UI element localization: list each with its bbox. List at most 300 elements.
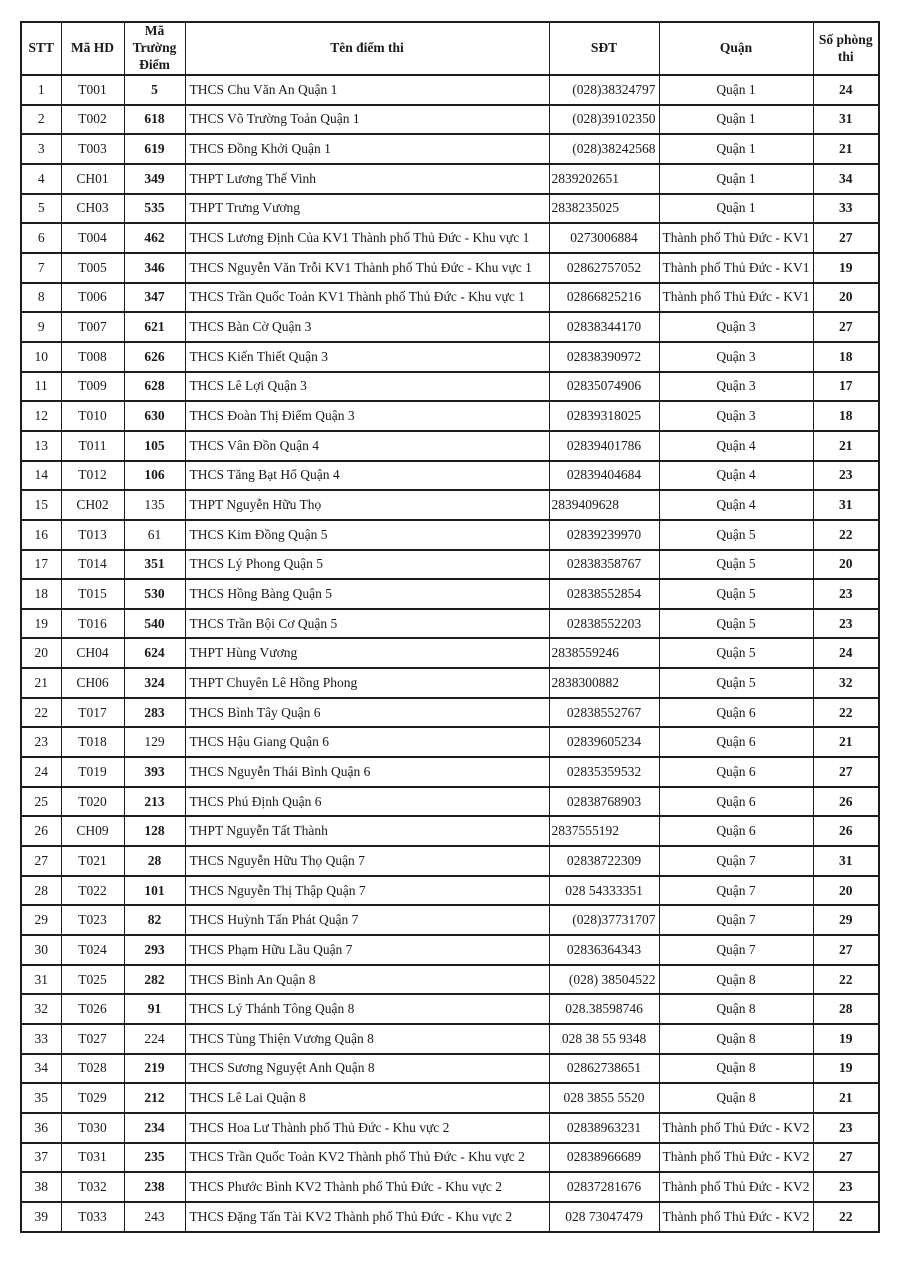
cell-ten-diem-thi: THCS Huỳnh Tấn Phát Quận 7: [185, 905, 549, 935]
cell-ma-hd: T027: [61, 1024, 124, 1054]
cell-so-phong-thi: 31: [813, 105, 879, 135]
table-row: [21, 1172, 879, 1202]
header-quan: Quận: [659, 22, 813, 75]
cell-stt: 31: [21, 965, 61, 995]
cell-quan: Quận 5: [659, 638, 813, 668]
cell-stt: 7: [21, 253, 61, 283]
cell-ten-diem-thi: THCS Trần Bội Cơ Quận 5: [185, 609, 549, 639]
cell-ma-hd: T002: [61, 105, 124, 135]
cell-ten-diem-thi: THCS Hoa Lư Thành phố Thủ Đức - Khu vực 2: [185, 1113, 549, 1143]
cell-sdt: 028 3855 5520: [549, 1083, 659, 1113]
cell-sdt: 02836364343: [549, 935, 659, 965]
cell-ma-hd: T025: [61, 965, 124, 995]
cell-sdt: 02839239970: [549, 520, 659, 550]
cell-ten-diem-thi: THCS Tăng Bạt Hổ Quận 4: [185, 461, 549, 491]
cell-sdt: 02839404684: [549, 461, 659, 491]
cell-sdt: (028)38242568: [549, 134, 659, 164]
cell-quan: Quận 6: [659, 757, 813, 787]
table-row: [21, 965, 879, 995]
cell-ma-truong-diem: 234: [124, 1113, 185, 1143]
cell-stt: 4: [21, 164, 61, 194]
cell-ma-truong-diem: 243: [124, 1202, 185, 1232]
cell-ten-diem-thi: THCS Kim Đồng Quận 5: [185, 520, 549, 550]
table-row: [21, 105, 879, 135]
cell-ma-truong-diem: 619: [124, 134, 185, 164]
cell-quan: Quận 1: [659, 134, 813, 164]
cell-ma-hd: T031: [61, 1143, 124, 1173]
table-row: [21, 431, 879, 461]
cell-quan: Quận 1: [659, 164, 813, 194]
cell-so-phong-thi: 23: [813, 1172, 879, 1202]
cell-ten-diem-thi: THCS Tùng Thiện Vương Quận 8: [185, 1024, 549, 1054]
cell-sdt: 02839605234: [549, 727, 659, 757]
cell-quan: Quận 6: [659, 787, 813, 817]
cell-ten-diem-thi: THCS Nguyễn Văn Trỗi KV1 Thành phố Thủ Đức - Khu vực 1: [185, 253, 549, 283]
cell-ten-diem-thi: THPT Chuyên Lê Hồng Phong: [185, 668, 549, 698]
table-row: [21, 935, 879, 965]
cell-stt: 11: [21, 372, 61, 402]
cell-sdt: 2839409628: [549, 490, 659, 520]
cell-stt: 6: [21, 223, 61, 253]
cell-ma-hd: T021: [61, 846, 124, 876]
cell-ma-hd: CH03: [61, 194, 124, 224]
cell-ten-diem-thi: THCS Hậu Giang Quận 6: [185, 727, 549, 757]
cell-ma-hd: T003: [61, 134, 124, 164]
cell-quan: Quận 3: [659, 372, 813, 402]
header-ten-diem-thi: Tên điểm thi: [185, 22, 549, 75]
table-row: [21, 312, 879, 342]
cell-ten-diem-thi: THCS Lý Phong Quận 5: [185, 550, 549, 580]
cell-ma-truong-diem: 224: [124, 1024, 185, 1054]
cell-stt: 33: [21, 1024, 61, 1054]
cell-so-phong-thi: 18: [813, 401, 879, 431]
table-header-row: [21, 22, 879, 75]
cell-ten-diem-thi: THCS Trần Quốc Toản KV1 Thành phố Thủ Đức - Khu vực 1: [185, 283, 549, 313]
cell-stt: 22: [21, 698, 61, 728]
table-row: [21, 134, 879, 164]
cell-ma-truong-diem: 628: [124, 372, 185, 402]
cell-quan: Quận 5: [659, 668, 813, 698]
table-row: [21, 1143, 879, 1173]
cell-ma-truong-diem: 618: [124, 105, 185, 135]
cell-ten-diem-thi: THCS Nguyễn Hữu Thọ Quận 7: [185, 846, 549, 876]
cell-ma-truong-diem: 219: [124, 1054, 185, 1084]
cell-ma-hd: T014: [61, 550, 124, 580]
cell-ma-hd: T009: [61, 372, 124, 402]
cell-so-phong-thi: 31: [813, 490, 879, 520]
cell-stt: 28: [21, 876, 61, 906]
cell-sdt: 02838552203: [549, 609, 659, 639]
cell-ten-diem-thi: THCS Lê Lợi Quận 3: [185, 372, 549, 402]
table-row: [21, 638, 879, 668]
cell-so-phong-thi: 26: [813, 816, 879, 846]
cell-sdt: 028 73047479: [549, 1202, 659, 1232]
cell-so-phong-thi: 22: [813, 1202, 879, 1232]
cell-ma-truong-diem: 535: [124, 194, 185, 224]
cell-stt: 2: [21, 105, 61, 135]
table-row: [21, 698, 879, 728]
cell-quan: Thành phố Thủ Đức - KV1: [659, 253, 813, 283]
cell-stt: 9: [21, 312, 61, 342]
cell-sdt: 02838963231: [549, 1113, 659, 1143]
cell-quan: Quận 4: [659, 461, 813, 491]
cell-so-phong-thi: 19: [813, 1054, 879, 1084]
cell-stt: 5: [21, 194, 61, 224]
cell-stt: 23: [21, 727, 61, 757]
cell-stt: 26: [21, 816, 61, 846]
cell-stt: 3: [21, 134, 61, 164]
cell-ten-diem-thi: THCS Nguyễn Thị Thập Quận 7: [185, 876, 549, 906]
cell-ma-hd: T004: [61, 223, 124, 253]
table-row: [21, 164, 879, 194]
table-row: [21, 579, 879, 609]
cell-sdt: 02838552767: [549, 698, 659, 728]
cell-ma-truong-diem: 630: [124, 401, 185, 431]
cell-so-phong-thi: 27: [813, 757, 879, 787]
cell-ma-hd: T023: [61, 905, 124, 935]
cell-ma-hd: CH01: [61, 164, 124, 194]
table-row: [21, 876, 879, 906]
header-stt: STT: [21, 22, 61, 75]
cell-ma-hd: T001: [61, 75, 124, 105]
cell-quan: Quận 3: [659, 342, 813, 372]
cell-stt: 35: [21, 1083, 61, 1113]
cell-sdt: 02838358767: [549, 550, 659, 580]
cell-quan: Quận 7: [659, 876, 813, 906]
cell-ma-truong-diem: 282: [124, 965, 185, 995]
cell-so-phong-thi: 20: [813, 550, 879, 580]
cell-ma-truong-diem: 349: [124, 164, 185, 194]
cell-sdt: 0273006884: [549, 223, 659, 253]
cell-sdt: (028)37731707: [549, 905, 659, 935]
cell-stt: 32: [21, 994, 61, 1024]
cell-sdt: (028) 38504522: [549, 965, 659, 995]
cell-ten-diem-thi: THCS Đặng Tấn Tài KV2 Thành phố Thủ Đức - Khu vực 2: [185, 1202, 549, 1232]
cell-quan: Quận 7: [659, 905, 813, 935]
cell-stt: 25: [21, 787, 61, 817]
cell-sdt: 2839202651: [549, 164, 659, 194]
table-row: [21, 550, 879, 580]
cell-ma-truong-diem: 293: [124, 935, 185, 965]
cell-ma-hd: T019: [61, 757, 124, 787]
cell-ma-hd: T015: [61, 579, 124, 609]
cell-ten-diem-thi: THPT Lương Thế Vinh: [185, 164, 549, 194]
cell-ma-truong-diem: 283: [124, 698, 185, 728]
header-sdt: SĐT: [549, 22, 659, 75]
cell-quan: Quận 8: [659, 994, 813, 1024]
table-row: [21, 787, 879, 817]
cell-sdt: (028)39102350: [549, 105, 659, 135]
cell-quan: Quận 1: [659, 75, 813, 105]
cell-quan: Quận 5: [659, 550, 813, 580]
cell-ma-hd: CH09: [61, 816, 124, 846]
cell-quan: Quận 8: [659, 1083, 813, 1113]
cell-ma-truong-diem: 5: [124, 75, 185, 105]
cell-stt: 27: [21, 846, 61, 876]
cell-ma-hd: T012: [61, 461, 124, 491]
header-so-phong-thi: Số phòng thi: [813, 22, 879, 75]
cell-ten-diem-thi: THCS Lương Định Của KV1 Thành phố Thủ Đức - Khu vực 1: [185, 223, 549, 253]
cell-ma-truong-diem: 238: [124, 1172, 185, 1202]
cell-ma-truong-diem: 82: [124, 905, 185, 935]
cell-sdt: 028 54333351: [549, 876, 659, 906]
cell-stt: 19: [21, 609, 61, 639]
cell-ma-truong-diem: 540: [124, 609, 185, 639]
cell-so-phong-thi: 22: [813, 520, 879, 550]
cell-ma-hd: T017: [61, 698, 124, 728]
cell-ten-diem-thi: THCS Kiến Thiết Quận 3: [185, 342, 549, 372]
cell-so-phong-thi: 27: [813, 223, 879, 253]
cell-stt: 39: [21, 1202, 61, 1232]
cell-quan: Quận 1: [659, 105, 813, 135]
cell-so-phong-thi: 17: [813, 372, 879, 402]
cell-ma-truong-diem: 235: [124, 1143, 185, 1173]
cell-so-phong-thi: 20: [813, 283, 879, 313]
cell-ma-hd: T010: [61, 401, 124, 431]
table-body: [21, 75, 879, 1232]
cell-ma-hd: T013: [61, 520, 124, 550]
cell-stt: 1: [21, 75, 61, 105]
cell-quan: Quận 6: [659, 816, 813, 846]
cell-quan: Quận 3: [659, 401, 813, 431]
cell-quan: Quận 8: [659, 965, 813, 995]
cell-stt: 21: [21, 668, 61, 698]
cell-ma-truong-diem: 213: [124, 787, 185, 817]
cell-quan: Thành phố Thủ Đức - KV1: [659, 223, 813, 253]
cell-so-phong-thi: 23: [813, 461, 879, 491]
cell-sdt: 2838559246: [549, 638, 659, 668]
table-row: [21, 905, 879, 935]
cell-ten-diem-thi: THCS Bàn Cờ Quận 3: [185, 312, 549, 342]
cell-ma-truong-diem: 129: [124, 727, 185, 757]
cell-ma-hd: T026: [61, 994, 124, 1024]
cell-so-phong-thi: 24: [813, 638, 879, 668]
cell-ma-truong-diem: 135: [124, 490, 185, 520]
cell-so-phong-thi: 22: [813, 965, 879, 995]
table-row: [21, 401, 879, 431]
cell-quan: Quận 8: [659, 1054, 813, 1084]
cell-ten-diem-thi: THCS Hồng Bàng Quận 5: [185, 579, 549, 609]
cell-ten-diem-thi: THCS Sương Nguyệt Anh Quận 8: [185, 1054, 549, 1084]
cell-so-phong-thi: 21: [813, 134, 879, 164]
cell-sdt: 028 38 55 9348: [549, 1024, 659, 1054]
cell-quan: Thành phố Thủ Đức - KV2: [659, 1202, 813, 1232]
table-row: [21, 1202, 879, 1232]
cell-quan: Thành phố Thủ Đức - KV2: [659, 1143, 813, 1173]
cell-sdt: 02838768903: [549, 787, 659, 817]
cell-so-phong-thi: 18: [813, 342, 879, 372]
cell-quan: Quận 3: [659, 312, 813, 342]
cell-so-phong-thi: 21: [813, 727, 879, 757]
table-row: [21, 223, 879, 253]
cell-sdt: 02862738651: [549, 1054, 659, 1084]
cell-ten-diem-thi: THCS Phú Định Quận 6: [185, 787, 549, 817]
cell-ma-hd: T029: [61, 1083, 124, 1113]
cell-so-phong-thi: 23: [813, 579, 879, 609]
cell-so-phong-thi: 27: [813, 312, 879, 342]
cell-stt: 8: [21, 283, 61, 313]
cell-ten-diem-thi: THPT Hùng Vương: [185, 638, 549, 668]
cell-sdt: 02862757052: [549, 253, 659, 283]
cell-quan: Quận 6: [659, 698, 813, 728]
cell-ma-truong-diem: 346: [124, 253, 185, 283]
cell-ma-hd: T020: [61, 787, 124, 817]
table-row: [21, 75, 879, 105]
table-row: [21, 253, 879, 283]
cell-sdt: 028.38598746: [549, 994, 659, 1024]
cell-stt: 13: [21, 431, 61, 461]
cell-ma-truong-diem: 626: [124, 342, 185, 372]
cell-so-phong-thi: 23: [813, 609, 879, 639]
cell-ma-truong-diem: 624: [124, 638, 185, 668]
cell-ma-truong-diem: 212: [124, 1083, 185, 1113]
table-row: [21, 194, 879, 224]
table-row: [21, 342, 879, 372]
cell-stt: 24: [21, 757, 61, 787]
cell-stt: 36: [21, 1113, 61, 1143]
cell-so-phong-thi: 22: [813, 698, 879, 728]
table-row: [21, 668, 879, 698]
cell-ten-diem-thi: THCS Bình Tây Quận 6: [185, 698, 549, 728]
cell-quan: Quận 4: [659, 490, 813, 520]
cell-sdt: 02838552854: [549, 579, 659, 609]
cell-ten-diem-thi: THCS Phước Bình KV2 Thành phố Thủ Đức - Khu vực 2: [185, 1172, 549, 1202]
cell-ma-truong-diem: 28: [124, 846, 185, 876]
cell-so-phong-thi: 32: [813, 668, 879, 698]
table-row: [21, 1113, 879, 1143]
cell-ten-diem-thi: THCS Lê Lai Quận 8: [185, 1083, 549, 1113]
cell-ma-truong-diem: 621: [124, 312, 185, 342]
cell-ten-diem-thi: THPT Nguyễn Hữu Thọ: [185, 490, 549, 520]
cell-ten-diem-thi: THCS Nguyễn Thái Bình Quận 6: [185, 757, 549, 787]
table-row: [21, 490, 879, 520]
table-row: [21, 461, 879, 491]
cell-quan: Quận 8: [659, 1024, 813, 1054]
cell-sdt: 02837281676: [549, 1172, 659, 1202]
cell-sdt: 02838966689: [549, 1143, 659, 1173]
cell-ma-truong-diem: 91: [124, 994, 185, 1024]
cell-stt: 18: [21, 579, 61, 609]
cell-ma-hd: T028: [61, 1054, 124, 1084]
cell-sdt: 2838235025: [549, 194, 659, 224]
cell-sdt: 02838390972: [549, 342, 659, 372]
cell-so-phong-thi: 21: [813, 431, 879, 461]
cell-stt: 34: [21, 1054, 61, 1084]
cell-so-phong-thi: 20: [813, 876, 879, 906]
cell-ma-truong-diem: 106: [124, 461, 185, 491]
cell-ma-hd: CH06: [61, 668, 124, 698]
table-row: [21, 757, 879, 787]
cell-ten-diem-thi: THPT Nguyễn Tất Thành: [185, 816, 549, 846]
cell-ma-hd: T024: [61, 935, 124, 965]
cell-so-phong-thi: 19: [813, 1024, 879, 1054]
table-row: [21, 994, 879, 1024]
cell-stt: 29: [21, 905, 61, 935]
table-row: [21, 727, 879, 757]
cell-quan: Thành phố Thủ Đức - KV2: [659, 1172, 813, 1202]
table-row: [21, 372, 879, 402]
cell-so-phong-thi: 24: [813, 75, 879, 105]
table-row: [21, 846, 879, 876]
cell-sdt: (028)38324797: [549, 75, 659, 105]
cell-so-phong-thi: 31: [813, 846, 879, 876]
cell-so-phong-thi: 28: [813, 994, 879, 1024]
cell-stt: 30: [21, 935, 61, 965]
cell-stt: 20: [21, 638, 61, 668]
cell-ten-diem-thi: THCS Chu Văn An Quận 1: [185, 75, 549, 105]
cell-ma-truong-diem: 101: [124, 876, 185, 906]
cell-ma-hd: T007: [61, 312, 124, 342]
cell-so-phong-thi: 19: [813, 253, 879, 283]
cell-ten-diem-thi: THCS Phạm Hữu Lầu Quận 7: [185, 935, 549, 965]
cell-ma-truong-diem: 324: [124, 668, 185, 698]
table-row: [21, 609, 879, 639]
cell-ten-diem-thi: THCS Vân Đồn Quận 4: [185, 431, 549, 461]
cell-ma-hd: T006: [61, 283, 124, 313]
cell-sdt: 02835359532: [549, 757, 659, 787]
cell-ten-diem-thi: THCS Trần Quốc Toản KV2 Thành phố Thủ Đức - Khu vực 2: [185, 1143, 549, 1173]
cell-ten-diem-thi: THPT Trưng Vương: [185, 194, 549, 224]
cell-stt: 14: [21, 461, 61, 491]
cell-ma-hd: T011: [61, 431, 124, 461]
cell-so-phong-thi: 27: [813, 935, 879, 965]
cell-ma-truong-diem: 128: [124, 816, 185, 846]
cell-ma-hd: T022: [61, 876, 124, 906]
cell-sdt: 02866825216: [549, 283, 659, 313]
cell-ma-truong-diem: 462: [124, 223, 185, 253]
cell-ma-hd: T005: [61, 253, 124, 283]
cell-sdt: 02839318025: [549, 401, 659, 431]
cell-stt: 10: [21, 342, 61, 372]
table-row: [21, 816, 879, 846]
cell-sdt: 02838344170: [549, 312, 659, 342]
cell-so-phong-thi: 34: [813, 164, 879, 194]
table-row: [21, 520, 879, 550]
cell-so-phong-thi: 27: [813, 1143, 879, 1173]
cell-stt: 16: [21, 520, 61, 550]
cell-ma-hd: T033: [61, 1202, 124, 1232]
cell-stt: 12: [21, 401, 61, 431]
cell-so-phong-thi: 21: [813, 1083, 879, 1113]
cell-ma-truong-diem: 61: [124, 520, 185, 550]
cell-ma-truong-diem: 347: [124, 283, 185, 313]
cell-ten-diem-thi: THCS Lý Thánh Tông Quận 8: [185, 994, 549, 1024]
cell-ten-diem-thi: THCS Bình An Quận 8: [185, 965, 549, 995]
table-row: [21, 283, 879, 313]
header-ma-truong-diem: Mã Trường Điểm: [124, 22, 185, 75]
cell-ma-truong-diem: 393: [124, 757, 185, 787]
cell-quan: Thành phố Thủ Đức - KV2: [659, 1113, 813, 1143]
cell-sdt: 02835074906: [549, 372, 659, 402]
table-row: [21, 1054, 879, 1084]
cell-quan: Quận 1: [659, 194, 813, 224]
cell-ma-truong-diem: 351: [124, 550, 185, 580]
cell-sdt: 2837555192: [549, 816, 659, 846]
cell-ma-truong-diem: 530: [124, 579, 185, 609]
cell-quan: Quận 5: [659, 579, 813, 609]
cell-stt: 38: [21, 1172, 61, 1202]
cell-quan: Quận 5: [659, 609, 813, 639]
cell-stt: 37: [21, 1143, 61, 1173]
cell-so-phong-thi: 23: [813, 1113, 879, 1143]
exam-sites-table: [20, 21, 880, 1233]
document-page: [20, 21, 880, 1233]
cell-quan: Thành phố Thủ Đức - KV1: [659, 283, 813, 313]
cell-so-phong-thi: 33: [813, 194, 879, 224]
cell-ma-hd: CH04: [61, 638, 124, 668]
cell-ten-diem-thi: THCS Đồng Khởi Quận 1: [185, 134, 549, 164]
cell-sdt: 02839401786: [549, 431, 659, 461]
